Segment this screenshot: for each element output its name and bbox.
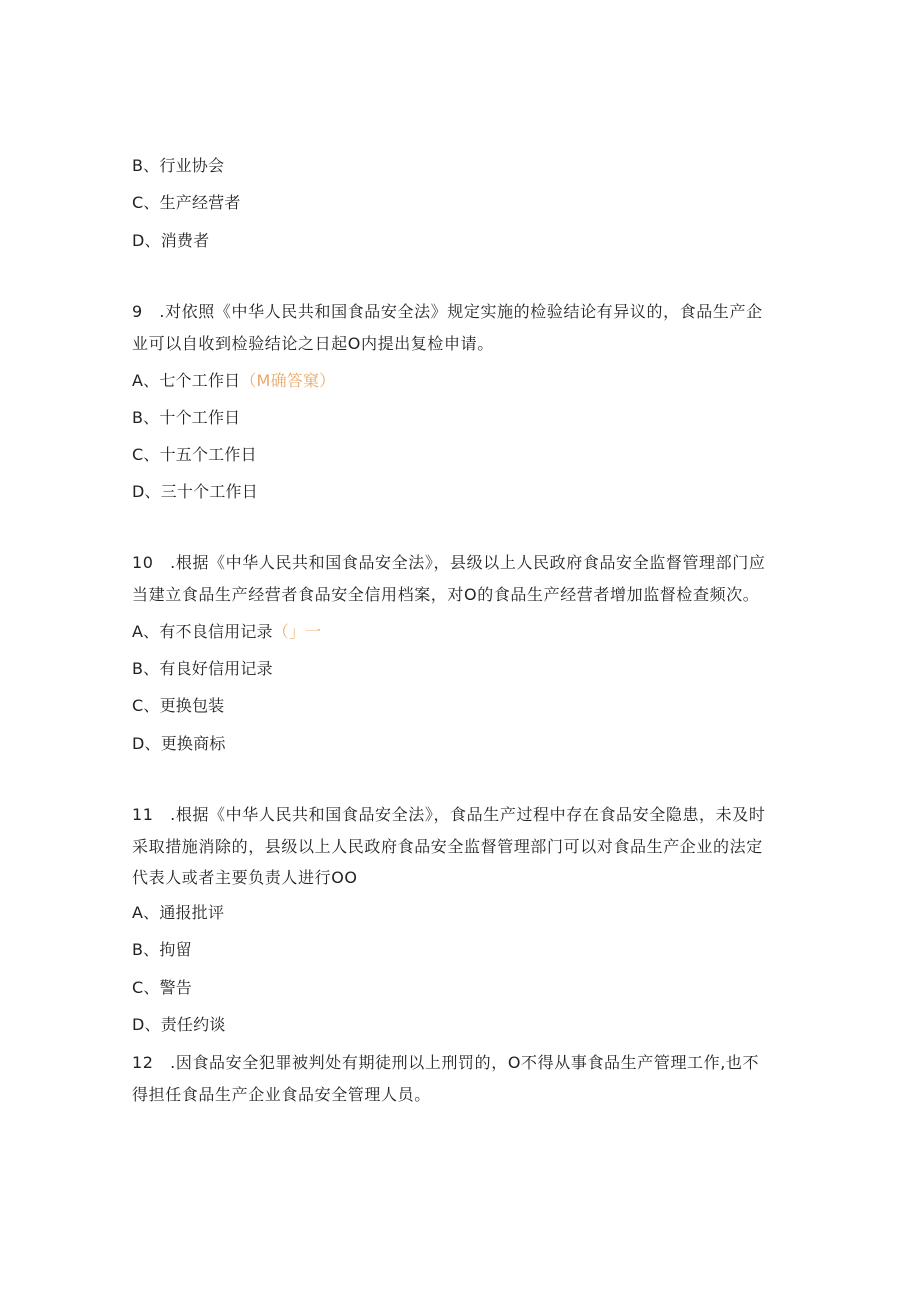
q9-option-c: C、十五个工作日 bbox=[132, 445, 257, 464]
q11-option-b: B、拘留 bbox=[132, 940, 192, 959]
q9-stem-line-1: 9 .对依照《中华人民共和国食品安全法》规定实施的检验结论有异议的，食品生产企 bbox=[132, 302, 763, 321]
q10-option-d: D、更换商标 bbox=[132, 734, 226, 753]
q9-answer-note: （M确答窠） bbox=[240, 371, 336, 390]
q10-answer-note: （」一 bbox=[272, 622, 322, 641]
q11-option-d: D、责任约谈 bbox=[132, 1015, 226, 1034]
q11-stem-line-3: 代表人或者主要负责人进行OO bbox=[132, 868, 358, 887]
q11-stem-line-1: 11 .根据《中华人民共和国食品安全法》，食品生产过程中存在食品安全隐患，未及时 bbox=[132, 805, 766, 824]
q11-option-c: C、警告 bbox=[132, 978, 192, 997]
q10-option-a bbox=[132, 621, 321, 643]
q8-option-b: B、行业协会 bbox=[132, 156, 225, 175]
q8-option-c: C、生产经营者 bbox=[132, 193, 241, 212]
q10-option-b: B、有良好信用记录 bbox=[132, 659, 273, 678]
q12-stem-line-2: 得担任食品生产企业食品安全管理人员。 bbox=[132, 1085, 431, 1104]
q10-stem-line-1: 10 .根据《中华人民共和国食品安全法》，县级以上人民政府食品安全监督管理部门应 bbox=[132, 553, 766, 572]
q11-stem-line-2: 采取措施消除的，县级以上人民政府食品安全监督管理部门可以对食品生产企业的法定 bbox=[132, 837, 763, 856]
q9-stem-line-2: 业可以自收到检验结论之日起O内提出复检申请。 bbox=[132, 334, 494, 353]
q10-option-a-text: A、有不良信用记录 bbox=[132, 622, 273, 641]
q8-option-d: D、消费者 bbox=[132, 231, 210, 250]
q12-stem-line-1: 12 .因食品安全犯罪被判处有期徒刑以上刑罚的，O不得从事食品生产管理工作,也不 bbox=[132, 1053, 760, 1072]
q9-option-d: D、三十个工作日 bbox=[132, 482, 258, 501]
q11-option-a: A、通报批评 bbox=[132, 903, 225, 922]
q10-option-c: C、更换包装 bbox=[132, 696, 225, 715]
q10-stem-line-2: 当建立食品生产经营者食品安全信用档案，对O的食品生产经营者增加监督检查频次。 bbox=[132, 585, 760, 604]
q9-option-a bbox=[132, 370, 335, 392]
q9-option-b: B、十个工作日 bbox=[132, 408, 241, 427]
q9-option-a-text: A、七个工作日 bbox=[132, 371, 241, 390]
